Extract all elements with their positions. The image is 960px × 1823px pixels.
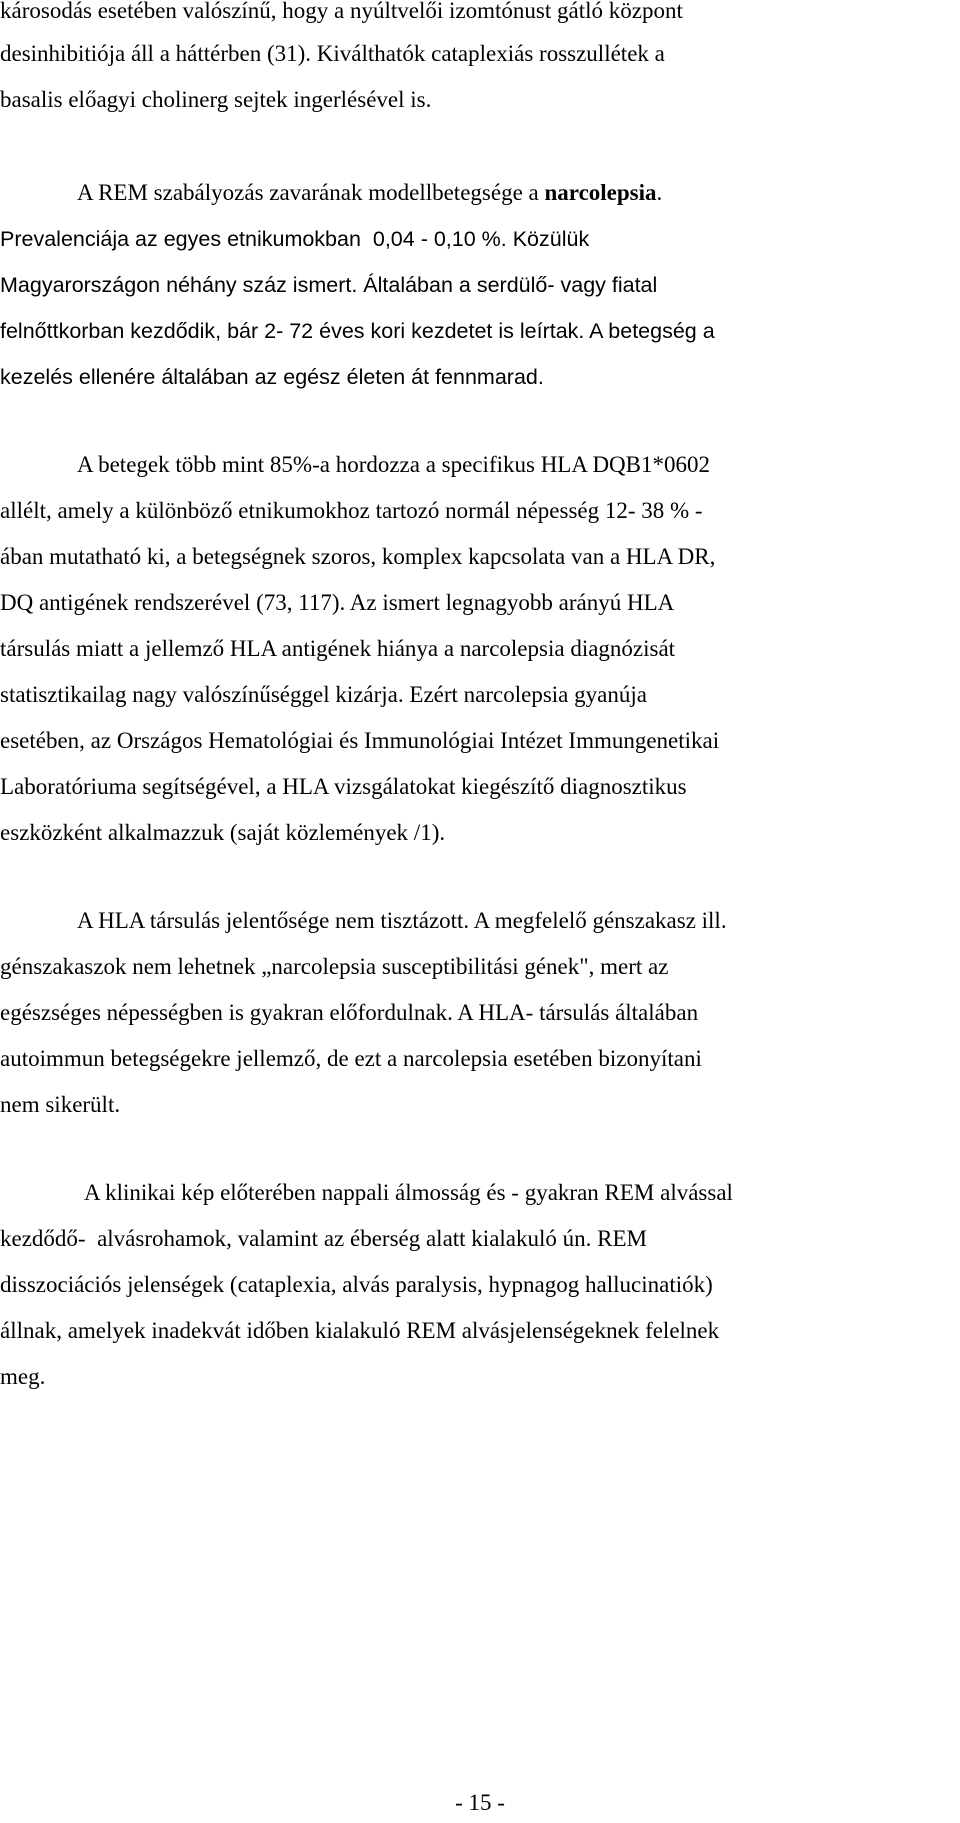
text-line: egészséges népességben is gyakran előfordulnak. A HLA- társulás általában — [0, 1000, 699, 1025]
text-segment: . — [656, 180, 663, 205]
text-segment: A REM szabályozás zavarának modellbetegsége a — [77, 180, 545, 205]
text-line: autoimmun betegségekre jellemző, de ezt a narcolepsia esetében bizonyítani — [0, 1046, 702, 1071]
text-line: A klinikai kép előterében nappali álmosság és - gyakran REM alvással — [84, 1180, 733, 1205]
text-line: felnőttkorban kezdődik, bár 2- 72 éves kori kezdetet is leírtak. A betegség a — [0, 319, 715, 343]
text-line: nem sikerült. — [0, 1092, 121, 1117]
text-line: basalis előagyi cholinerg sejtek ingerlésével is. — [0, 87, 432, 112]
text-line: eszközként alkalmazzuk (saját közlemények /1). — [0, 820, 446, 845]
text-line: Prevalenciája az egyes etnikumokban 0,04 - 0,10 %. Közülük — [0, 227, 590, 251]
text-line: Laboratóriuma segítségével, a HLA vizsgálatokat kiegészítő diagnosztikus — [0, 774, 687, 799]
emphasis-term: narcolepsia — [544, 180, 657, 205]
text-line: A betegek több mint 85%-a hordozza a specifikus HLA DQB1*0602 — [77, 452, 711, 477]
text-line: kezdődő- alvásrohamok, valamint az éberség alatt kialakuló ún. REM — [0, 1226, 647, 1251]
text-line: statisztikailag nagy valószínűséggel kizárja. Ezért narcolepsia gyanúja — [0, 682, 647, 707]
text-line: állnak, amelyek inadekvát időben kialakuló REM alvásjelenségeknek felelnek — [0, 1318, 720, 1343]
text-line: társulás miatt a jellemző HLA antigének hiánya a narcolepsia diagnózisát — [0, 636, 676, 661]
text-line: károsodás esetében valószínű, hogy a nyúltvelői izomtónust gátló központ — [0, 0, 683, 23]
text-line: génszakaszok nem lehetnek „narcolepsia susceptibilitási gének", mert az — [0, 954, 669, 979]
text-line: DQ antigének rendszerével (73, 117). Az ismert legnagyobb arányú HLA — [0, 590, 675, 615]
text-line: meg. — [0, 1364, 46, 1389]
page-number: - 15 - — [455, 1790, 505, 1815]
text-line: ában mutatható ki, a betegségnek szoros, komplex kapcsolata van a HLA DR, — [0, 544, 716, 569]
text-line: Magyarországon néhány száz ismert. Általában a serdülő- vagy fiatal — [0, 273, 658, 297]
text-line: kezelés ellenére általában az egész életen át fennmarad. — [0, 365, 544, 389]
text-line: esetében, az Országos Hematológiai és Immunológiai Intézet Immungenetikai — [0, 728, 720, 753]
text-line: desinhibitiója áll a háttérben (31). Kiválthatók cataplexiás rosszullétek a — [0, 41, 665, 66]
text-line: allélt, amely a különböző etnikumokhoz tartozó normál népesség 12- 38 % - — [0, 498, 703, 523]
text-line: A HLA társulás jelentősége nem tisztázott. A megfelelő génszakasz ill. — [77, 908, 727, 933]
text-line: disszociációs jelenségek (cataplexia, alvás paralysis, hypnagog hallucinatiók) — [0, 1272, 713, 1297]
text-line — [77, 178, 662, 208]
